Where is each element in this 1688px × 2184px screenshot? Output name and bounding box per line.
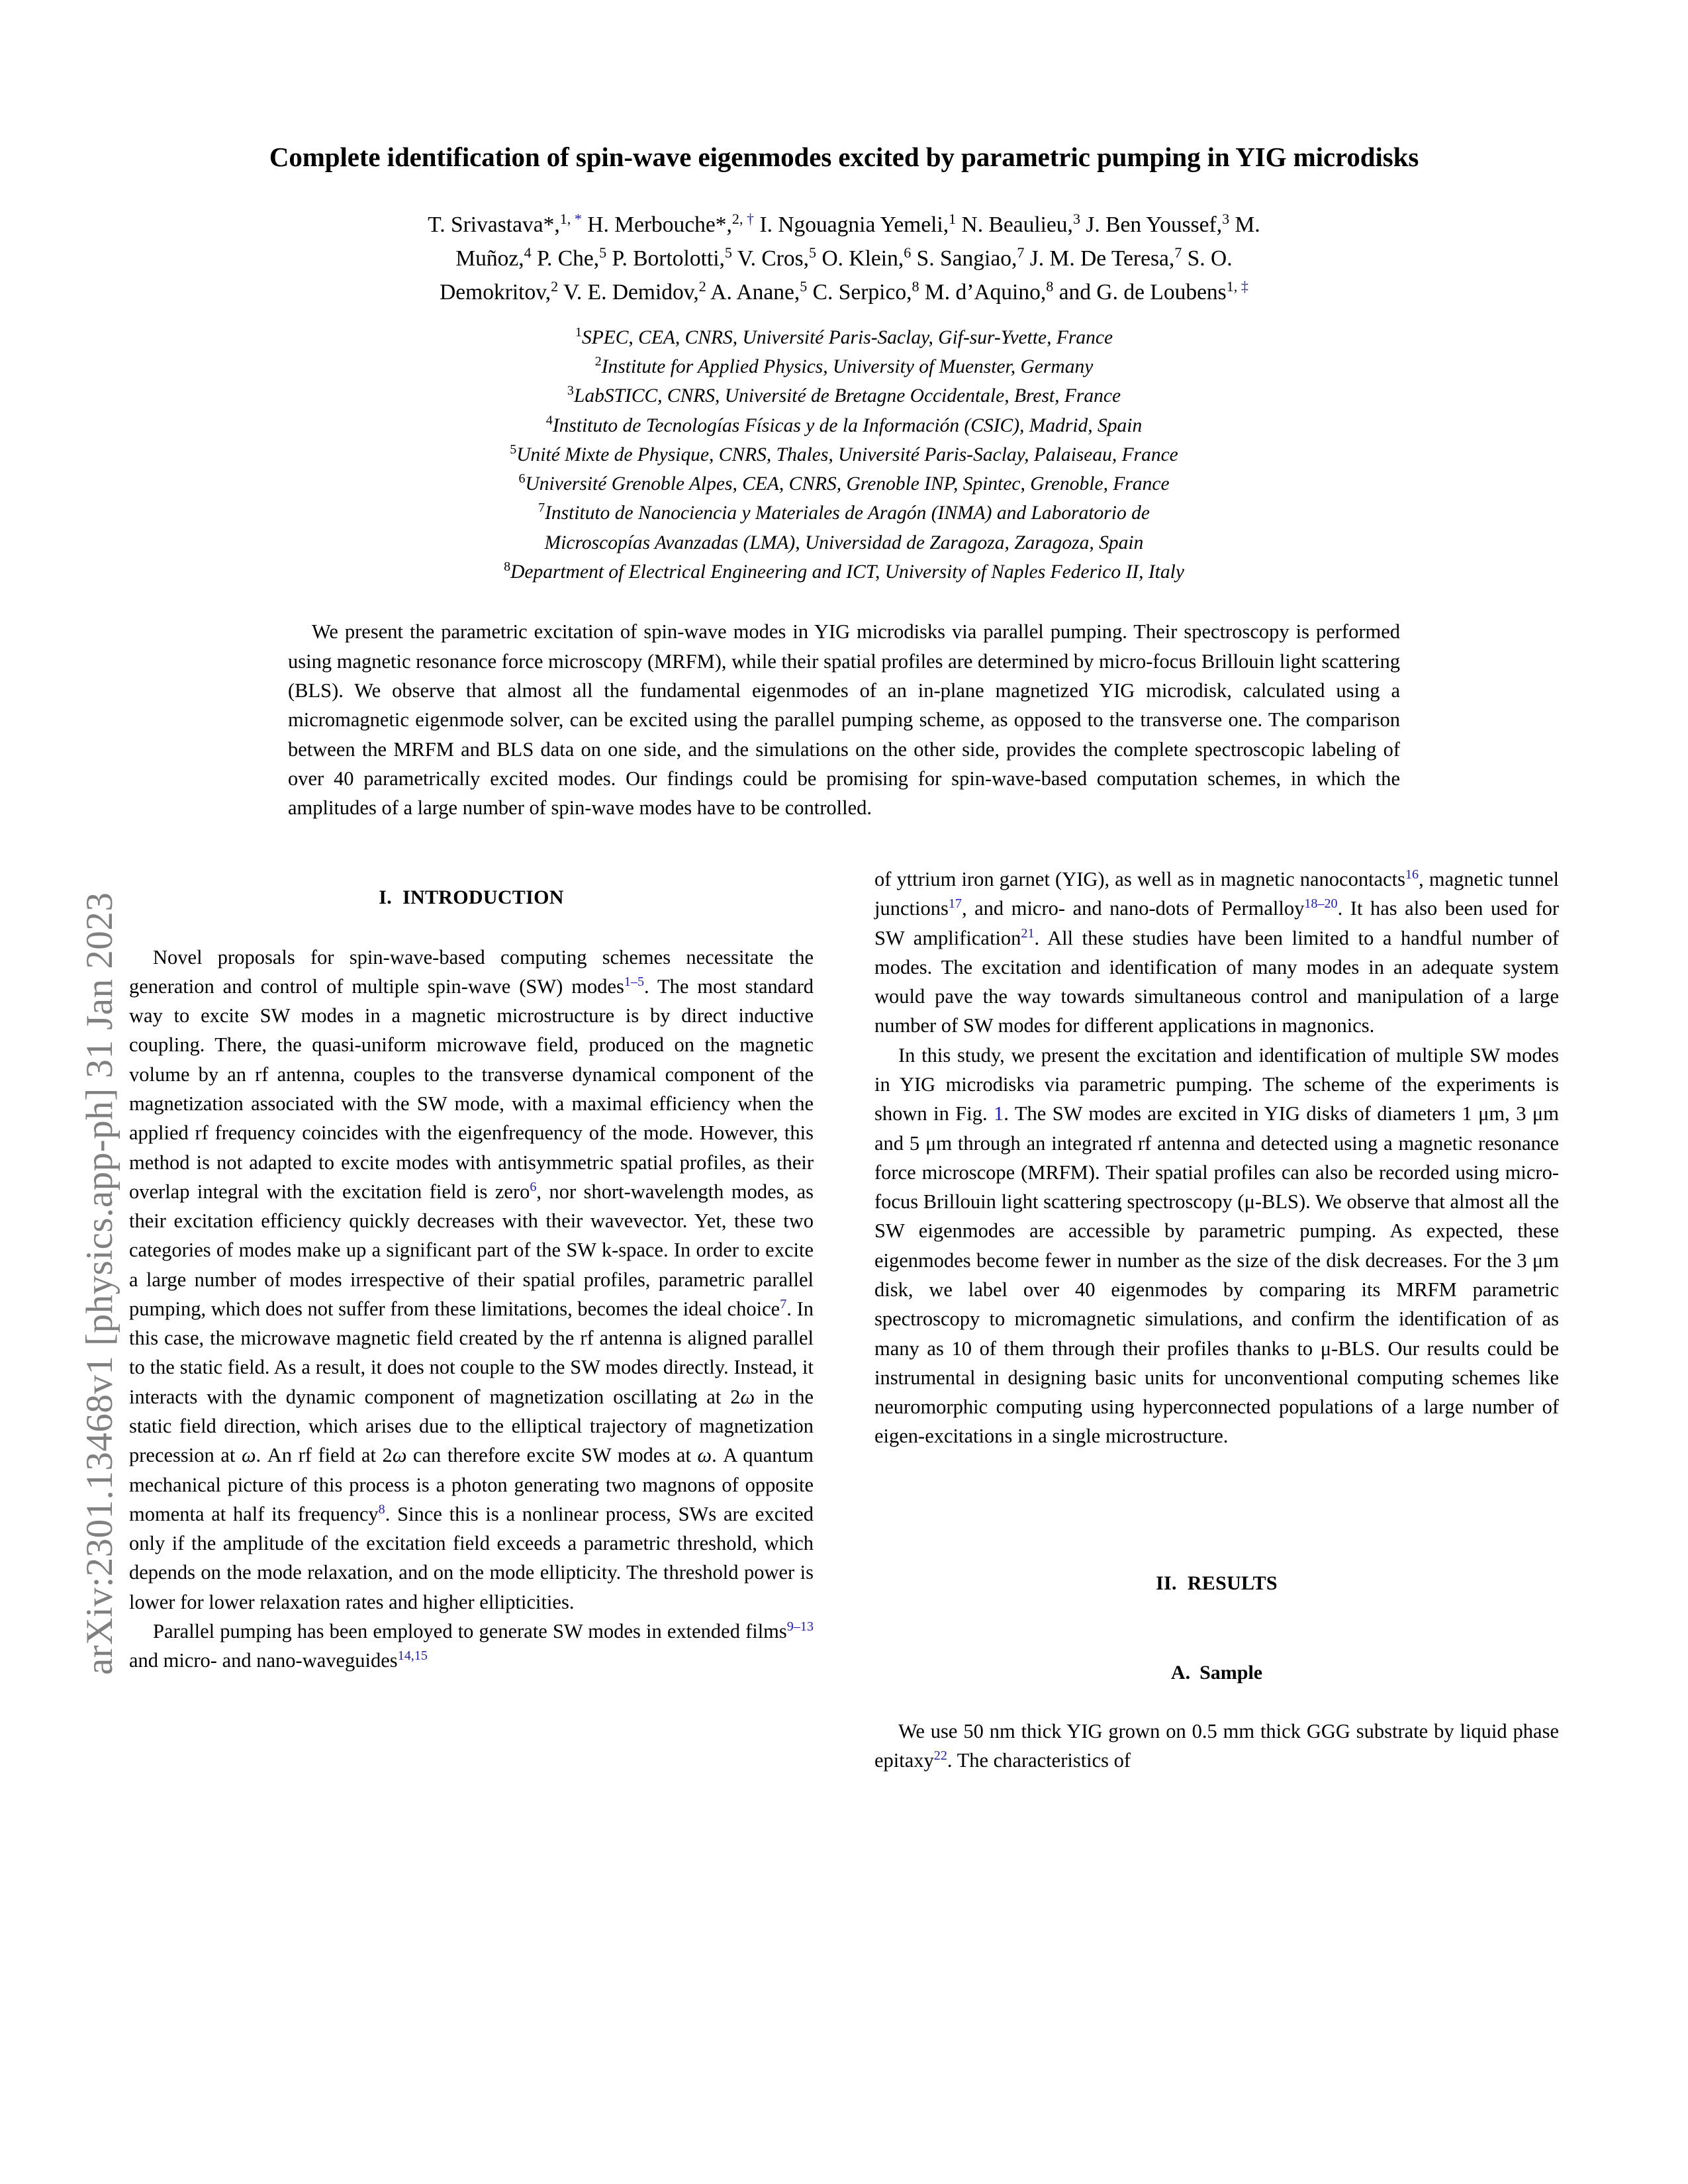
affiliation-2-text: Institute for Applied Physics, University of Muenster, Germany — [601, 356, 1094, 378]
author-line-1: T. Srivastava*,$^{1,}$ * H. Merbouche*,$^{2,}$ † I. Ngouagnia Yemeli,$^1$ N. Beaulieu,$^3$ J. Ben Youssef,$^3$ M. — [428, 211, 1260, 238]
affiliation-7-cont — [261, 528, 1427, 557]
section-heading-introduction — [129, 865, 814, 943]
arxiv-stamp — [0, 0, 120, 2184]
paragraph-intro-1 — [129, 943, 814, 1617]
intro-2-part-a: Parallel pumping has been employed to generate SW modes in extended films — [153, 1620, 787, 1643]
affiliation-1 — [261, 323, 1427, 352]
affiliation-5-text: Unité Mixte de Physique, CNRS, Thales, Université Paris-Saclay, Palaiseau, France — [516, 444, 1178, 465]
right-1-part-c: , and micro- and nano-dots of Permalloy — [961, 897, 1305, 920]
affiliation-list — [261, 310, 1427, 587]
affiliation-6 — [261, 469, 1427, 499]
affiliation-4-text: Instituto de Tecnologías Físicas y de la Información (CSIC), Madrid, Spain — [552, 414, 1143, 436]
omega-symbol-4: ω — [697, 1444, 712, 1467]
right-3-part-a: We use 50 nm thick YIG grown on 0.5 mm thick GGG substrate by liquid phase epitaxy — [874, 1719, 1559, 1772]
author-line-2: Muñoz,$^4$ P. Che,$^5$ P. Bortolotti,$^5$ V. Cros,$^5$ O. Klein,$^6$ S. Sangiao,$^7$ J. M. De Teresa,$^7$ S. O. — [455, 244, 1233, 271]
affiliation-4-marker: 4 — [545, 412, 553, 428]
affiliation-8-marker: 8 — [504, 559, 511, 575]
subsection-heading-sample — [874, 1628, 1559, 1717]
results-spacer — [874, 1451, 1559, 1550]
paragraph-intro-2 — [129, 1617, 814, 1676]
affiliation-6-text: Université Grenoble Alpes, CEA, CNRS, Grenoble INP, Spintec, Grenoble, France — [525, 473, 1170, 495]
omega-symbol-3: ω — [392, 1444, 407, 1467]
citation-1-5[interactable]: 1–5 — [624, 974, 645, 989]
abstract: We present the parametric excitation of spin-wave modes in YIG microdisks via parallel pumping. Their spectroscopy is performed using magnetic resonance force microscopy (MRFM), while their spatial profiles are determined by micro-focus Brillouin light scattering (BLS). We observe that almost all the fundamental eigenmodes of an in-plane magnetized YIG microdisk, calculated using a micromagnetic eigenmode solver, can be excited using the parallel pumping scheme, as opposed to the transverse one. The comparison between the MRFM and BLS data on one side, and the simulations on the other side, provides the complete spectroscopic labeling of over 40 parametrically excited modes. Our findings could be promising for spin-wave-based computation schemes, in which the amplitudes of a large number of spin-wave modes have to be controlled. — [288, 620, 1400, 820]
affiliation-7-marker: 7 — [538, 500, 545, 516]
intro-1-part-i: . Since this is a nonlinear process, SWs are excited only if the amplitude of the excitation field exceeds a parametric threshold, which depends on the mode relaxation, and on the mode ellipticity. The threshold power is lower for lower relaxation rates and higher ellipticities. — [129, 1502, 814, 1613]
right-1-part-e: . All these studies have been limited to a handful number of modes. The excitation and identification of many modes in an adequate system would pave the way towards simultaneous control and manipulation of a large number of SW modes for different applications in magnonics. — [874, 926, 1560, 1037]
affiliation-5 — [261, 440, 1427, 469]
paper-page — [129, 0, 1559, 2184]
affiliation-4 — [261, 411, 1427, 440]
affiliation-1-text: SPEC, CEA, CNRS, Université Paris-Saclay, Gif-sur-Yvette, France — [581, 326, 1113, 348]
intro-1-part-e: in the static field direction, which arises due to the elliptical trajectory of magnetization precession at — [129, 1385, 814, 1467]
citation-17[interactable]: 17 — [948, 896, 962, 912]
intro-1-part-b: . The most standard way to excite SW modes in a magnetic microstructure is by direct inductive coupling. There, the quasi-uniform microwave field, produced on the magnetic volume by an rf antenna, couples to the transverse dynamical component of the magnetization associated with the SW mode, with a maximal efficiency when the applied rf frequency coincides with the eigenfrequency of the mode. However, this method is not adapted to excite modes with antisymmetric spatial profiles, as their overlap integral with the excitation field is zero — [129, 974, 814, 1203]
right-2-part-b: . The SW modes are excited in YIG disks of diameters 1 μm, 3 μm and 5 μm through an integrated rf antenna and detected using a magnetic resonance force microscope (MRFM). Their spatial profiles can also be recorded using micro-focus Brillouin light scattering spectroscopy (μ-BLS). We observe that almost all the SW eigenmodes are accessible by parametric pumping. As expected, these eigenmodes become fewer in number as the size of the disk decreases. For the 3 μm disk, we label over 40 eigenmodes by comparing its MRFM parametric spectroscopy to micromagnetic simulations, and confirm the identification of as many as 10 of them through their profiles thanks to μ-BLS. Our results could be instrumental in designing basic units for unconventional computing schemes like neuromorphic computing using hyperconnected populations of a large number of eigen-excitations in a single microstructure. — [874, 1102, 1559, 1448]
intro-1-part-g: can therefore excite SW modes at — [406, 1444, 698, 1467]
omega-symbol-1: ω — [740, 1385, 755, 1408]
paragraph-right-3 — [874, 1717, 1559, 1776]
affiliation-6-marker: 6 — [518, 471, 526, 487]
omega-symbol-2: ω — [241, 1444, 256, 1467]
arxiv-stamp-text: arXiv:2301.13468v1 [physics.app-ph] 31 Jan 2023 — [79, 892, 120, 1675]
affiliation-7-cont-text: Microscopías Avanzadas (LMA), Universidad de Zaragoza, Zaragoza, Spain — [544, 532, 1144, 553]
intro-1-part-d: . In this case, the microwave magnetic field created by the rf antenna is aligned parallel to the static field. As a result, it does not couple to the SW modes directly. Instead, it interacts with the dynamic component of magnetization oscillating at 2 — [129, 1297, 814, 1408]
citation-7[interactable]: 7 — [780, 1296, 787, 1311]
affiliation-5-marker: 5 — [510, 442, 517, 457]
section-results-label: RESULTS — [1187, 1572, 1278, 1594]
affiliation-7 — [261, 499, 1427, 528]
author-line-3: Demokritov,$^2$ V. E. Demidov,$^2$ A. Anane,$^5$ C. Serpico,$^8$ M. d’Aquino,$^8$ and G. de Loubens$^{1,}$ ‡ — [440, 277, 1248, 305]
subsection-sample-label: Sample — [1199, 1662, 1263, 1684]
right-1-part-a: of yttrium iron garnet (YIG), as well as in magnetic nanocontacts — [874, 868, 1405, 890]
author-list — [275, 174, 1413, 310]
intro-2-part-b: and micro- and nano-waveguides — [129, 1649, 398, 1672]
intro-1-part-c: , nor short-wavelength modes, as their excitation efficiency quickly decreases with their wavevector. Yet, these two categories of modes make up a significant part of the SW k-space. In order to excite a large number of modes irrespective of their spatial profiles, parametric parallel pumping, which does not suffer from these limitations, becomes the ideal choice — [129, 1180, 814, 1320]
left-column — [129, 865, 814, 1775]
right-column — [874, 865, 1559, 1775]
affiliation-8-text: Department of Electrical Engineering and ICT, University of Naples Federico II, Italy — [510, 561, 1184, 583]
affiliation-7-text: Instituto de Nanociencia y Materiales de Aragón (INMA) and Laboratorio de — [545, 502, 1150, 524]
right-1-part-d: . It has also been used for SW amplification — [874, 897, 1560, 949]
intro-1-part-h: . A quantum mechanical picture of this process is a photon generating two magnons of opposite momenta at half its frequency — [129, 1444, 814, 1525]
citation-16[interactable]: 16 — [1405, 867, 1419, 882]
body-columns — [129, 865, 1559, 1775]
paragraph-right-1 — [874, 865, 1559, 1041]
citation-6[interactable]: 6 — [530, 1179, 537, 1194]
right-2-part-a: In this study, we present the excitation and identification of multiple SW modes in YIG microdisks via parametric pumping. The scheme of the experiments is shown in Fig. — [874, 1043, 1559, 1125]
subsection-sample-numeral: A. — [1170, 1662, 1191, 1684]
affiliation-3-marker: 3 — [567, 383, 574, 399]
right-3-part-b: . The characteristics of — [947, 1749, 1131, 1772]
citation-9-13[interactable]: 9–13 — [786, 1619, 814, 1634]
citation-8[interactable]: 8 — [378, 1501, 385, 1517]
section-introduction-label: INTRODUCTION — [402, 886, 564, 908]
affiliation-3-text: LabSTICC, CNRS, Université de Bretagne Occidentale, Brest, France — [573, 385, 1121, 407]
section-results-numeral: II. — [1156, 1572, 1177, 1594]
affiliation-2 — [261, 352, 1427, 381]
intro-1-part-a: Novel proposals for spin-wave-based computing schemes necessitate the generation and control of multiple spin-wave (SW) modes — [129, 945, 814, 998]
affiliation-1-marker: 1 — [575, 325, 582, 340]
right-1-part-b: , magnetic tunnel junctions — [874, 868, 1559, 920]
section-heading-results — [874, 1550, 1559, 1629]
intro-1-part-f: . An rf field at 2 — [256, 1444, 393, 1467]
affiliation-8 — [261, 557, 1427, 587]
figure-reference-1[interactable]: 1 — [994, 1102, 1004, 1125]
paragraph-right-2 — [874, 1041, 1559, 1451]
citation-14-15[interactable]: 14,15 — [397, 1648, 428, 1664]
page-title: Complete identification of spin-wave eigenmodes excited by parametric pumping in YIG microdisks — [269, 142, 1419, 172]
affiliation-3 — [261, 381, 1427, 410]
citation-18-20[interactable]: 18–20 — [1304, 896, 1338, 912]
section-introduction-numeral: I. — [379, 886, 393, 908]
citation-22[interactable]: 22 — [933, 1748, 947, 1763]
citation-21[interactable]: 21 — [1021, 926, 1035, 941]
affiliation-2-marker: 2 — [594, 354, 602, 369]
